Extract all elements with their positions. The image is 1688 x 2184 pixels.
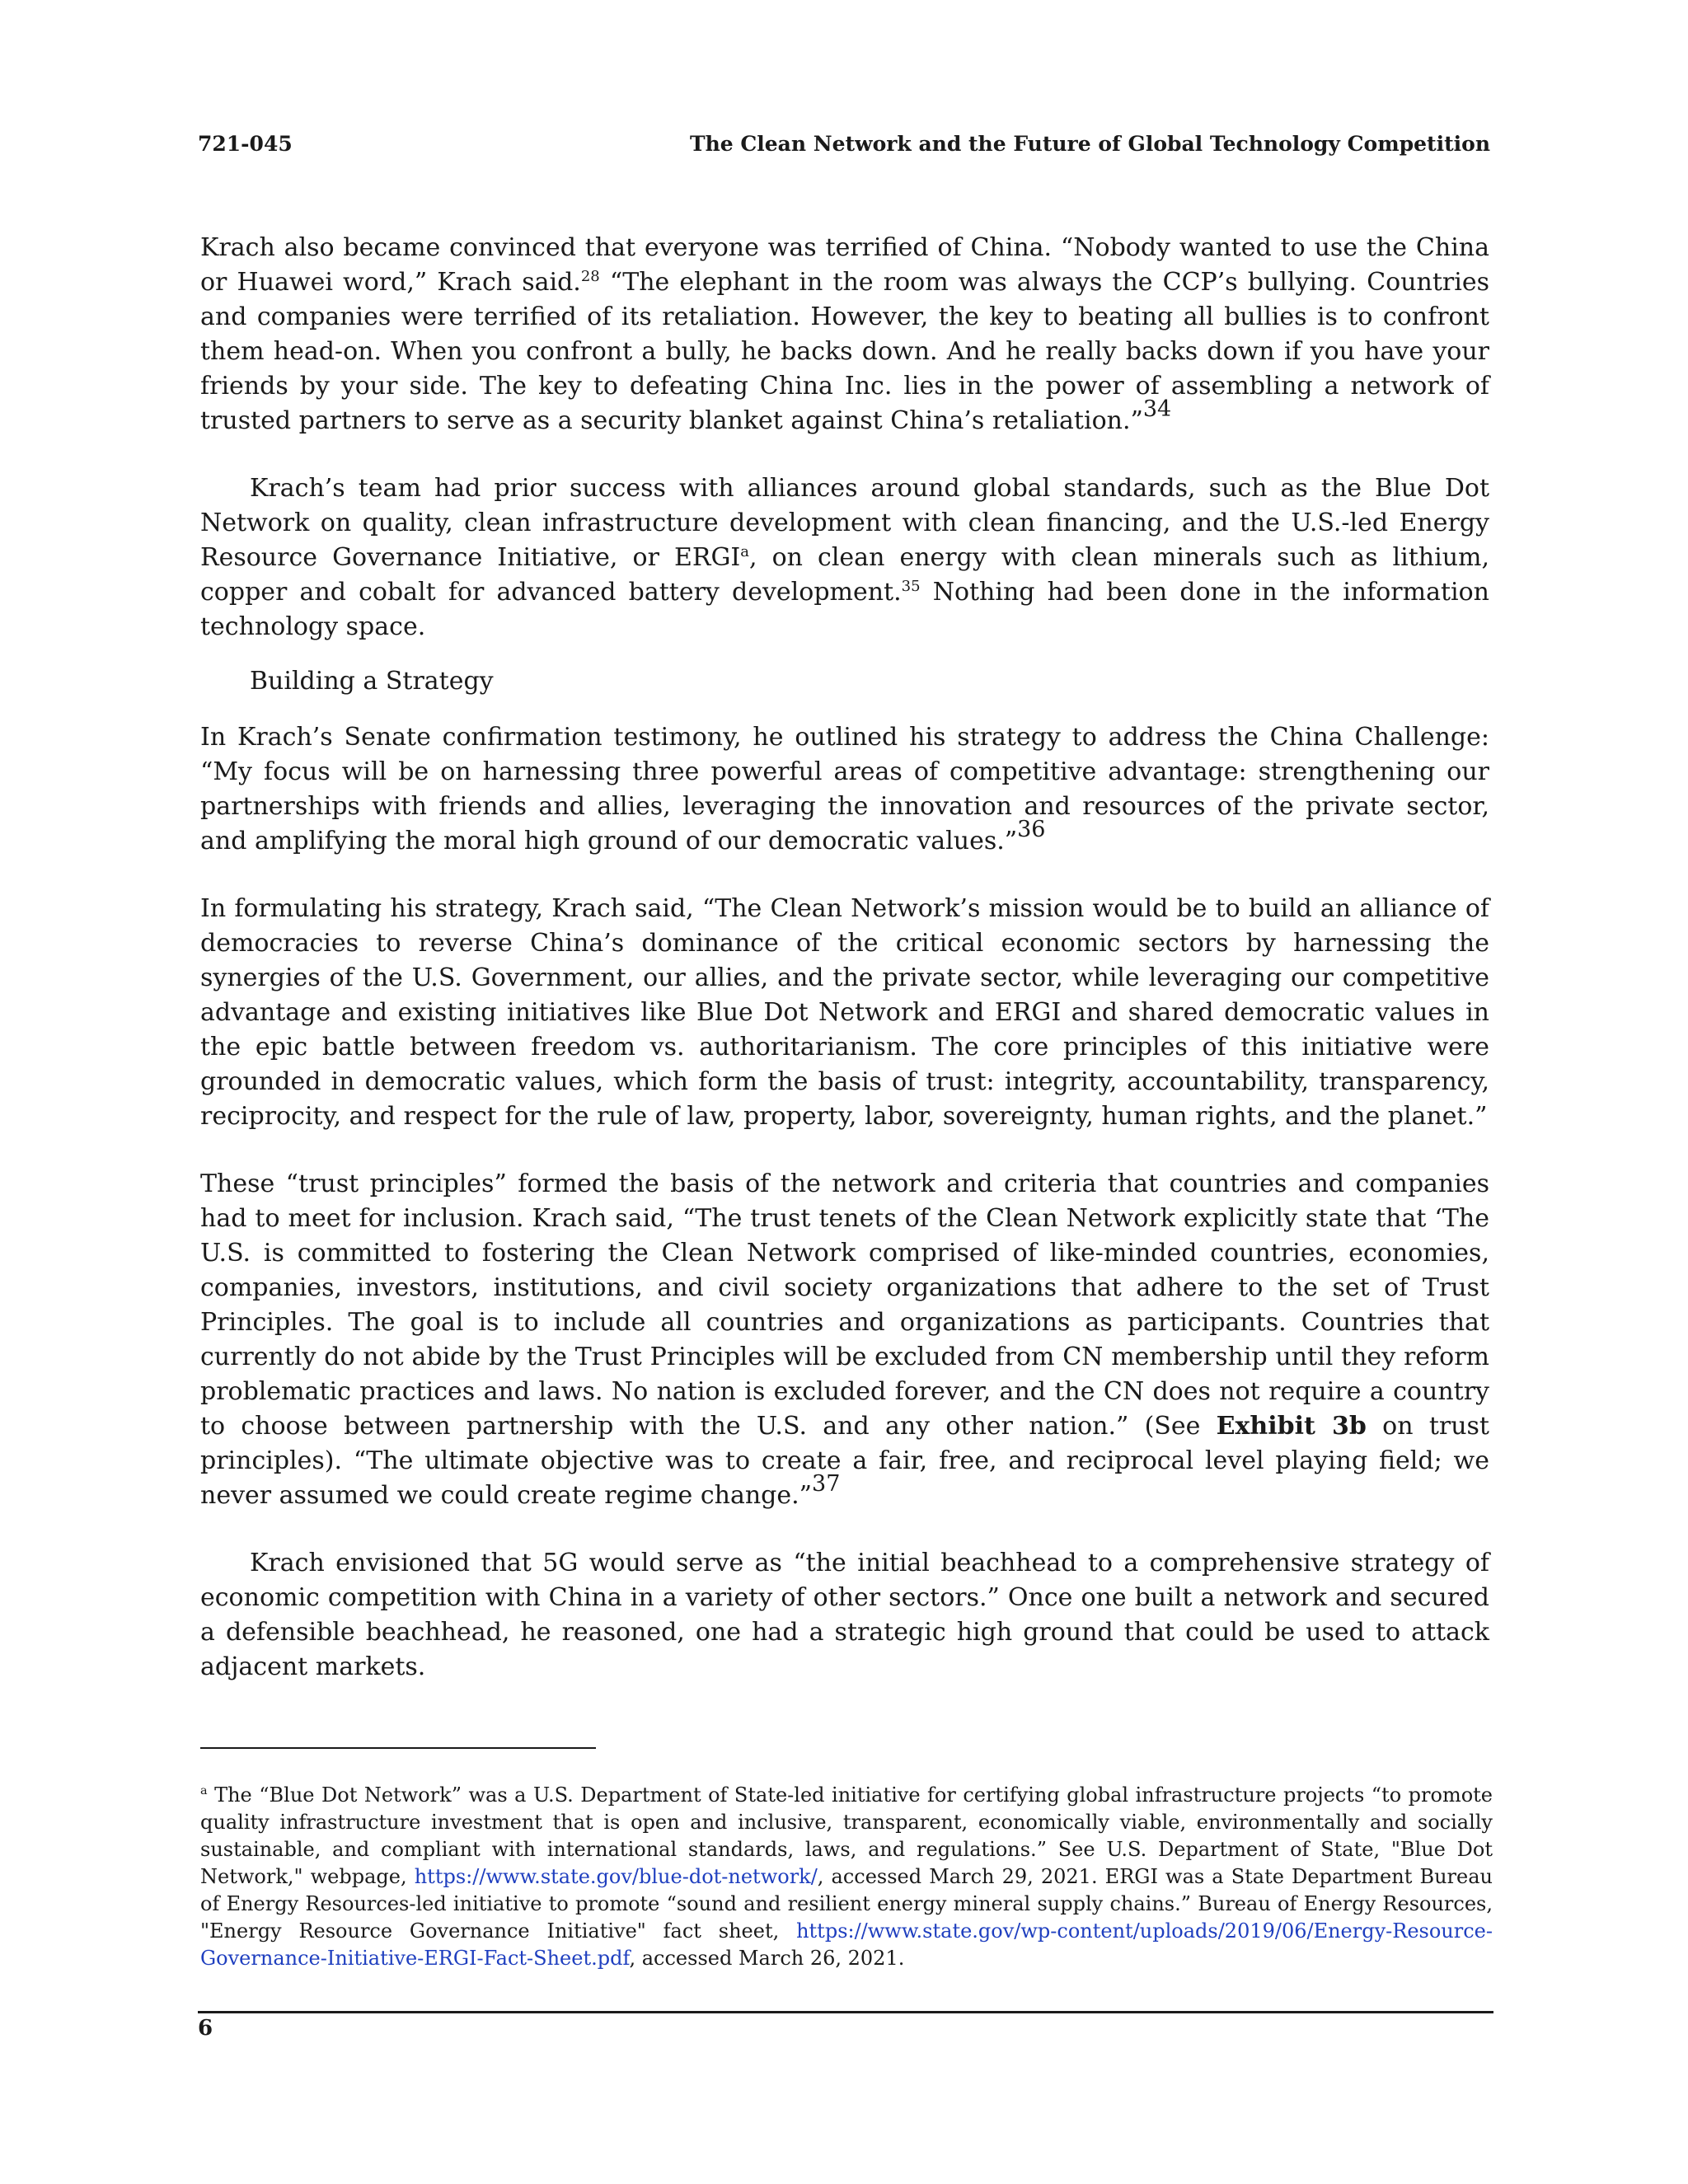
- footnote-ref-34: 34: [1142, 396, 1172, 423]
- paragraph-4: In formulating his strategy, Krach said, “The Clean Network’s mission would be to build an alliance of democracies to reverse China’s dominance of the critical economic sectors by harnessing the synergies of the U.S. Government, our allies, and the private sector, while leveraging our competitive advantage and existing initiatives like Blue Dot Network and ERGI and shared democratic values in the epic battle between freedom vs. authoritarianism. The core principles of this initiative were grounded in democratic values, which form the basis of trust: integrity, accountability, transparency, reciprocity, and respect for the rule of law, property, labor, sovereignty, human rights, and the planet.”: [200, 894, 1489, 1131]
- footnote-text-a: The “Blue Dot Network” was a U.S. Department of State-led initiative for certifying global infrastructure projects “to promote quality infrastructure investment that is open and inclusive, transparent, economically viable, environmentally and socially sustainable, and compliant with international standards, laws, and regulations.” See U.S. Department of State, "Blue Dot Network," webpage,: [200, 1783, 1493, 1888]
- footnote-ref-28: 28: [580, 268, 600, 285]
- paragraph-1: [200, 231, 1489, 438]
- footnote-marker: a: [200, 1784, 208, 1797]
- paragraph-2-text-a: Krach’s team had prior success with alliances around global standards, such as the Blue Dot Network on quality, clean infrastructure development with clean financing, and the U.S.-led Energy Resource Governance Initiative, or ERGI: [200, 474, 1489, 572]
- footnote-ref-35: 35: [901, 578, 921, 595]
- paragraph-5-text-b: on trust principles). “The ultimate objective was to create a fair, free, and reciprocal level playing field; we never assumed we could create regime change.”: [200, 1412, 1489, 1510]
- paragraph-2: [200, 471, 1489, 644]
- footnote-ref-a: a: [740, 543, 750, 560]
- page-number: 6: [198, 2016, 213, 2041]
- footnote-ref-36: 36: [1017, 817, 1046, 843]
- body-text: [200, 231, 1489, 1718]
- footnote-a: [200, 1782, 1493, 1972]
- footnote-text-b: , accessed March 29, 2021. ERGI was a State Department Bureau of Energy Resources-led initiative to promote “sound and resilient energy mineral supply chains.” Bureau of Energy Resources, "Energy Resource Governance Initiative" fact sheet,: [200, 1865, 1493, 1943]
- paragraph-6: Krach envisioned that 5G would serve as “the initial beachhead to a comprehensive strategy of economic competition with China in a variety of other sectors.” Once one built a network and secured a defensible beachhead, he reasoned, one had a strategic high ground that could be used to attack adjacent markets.: [200, 1549, 1489, 1681]
- ergi-fact-sheet-link[interactable]: https://www.state.gov/wp-content/uploads/2019/06/Energy-Resource-Governance-Initiative-ERGI-Fact-Sheet.pdf: [200, 1919, 1493, 1970]
- paragraph-1-text-a: Krach also became convinced that everyone was terrified of China. “Nobody wanted to use the China or Huawei word,” Krach said.: [200, 233, 1489, 297]
- paragraph-2-text-c: Nothing had been done in the information technology space.: [200, 578, 1489, 641]
- exhibit-reference: Exhibit 3b: [1216, 1412, 1367, 1441]
- paragraph-1-text-b: “The elephant in the room was always the CCP’s bullying. Countries and companies were terrified of its retaliation. However, the key to beating all bullies is to confront them head-on. When you confront a bully, he backs down. And he really backs down if you have your friends by your side. The key to defeating China Inc. lies in the power of assembling a network of trusted partners to serve as a security blanket against China’s retaliation.”: [200, 268, 1490, 435]
- paragraph-5-text-a: These “trust principles” formed the basis of the network and criteria that countries and companies had to meet for inclusion. Krach said, “The trust tenets of the Clean Network explicitly state that ‘The U.S. is committed to fostering the Clean Network comprised of like-minded countries, economies, companies, investors, institutions, and civil society organizations that adhere to the set of Trust Principles. The goal is to include all countries and organizations as participants. Countries that currently do not abide by the Trust Principles will be excluded from CN membership until they reform problematic practices and laws. No nation is excluded forever, and the CN does not require a country to choose between partnership with the U.S. and any other nation.” (See: [200, 1169, 1489, 1441]
- blue-dot-network-link[interactable]: https://www.state.gov/blue-dot-network/: [414, 1865, 818, 1888]
- page-header: [198, 132, 1490, 165]
- case-number: 721-045: [198, 132, 293, 156]
- page-footer-rule: [198, 2011, 1493, 2013]
- paragraph-5: [200, 1167, 1489, 1513]
- footnote-separator: [200, 1747, 596, 1749]
- footnote-text-c: , accessed March 26, 2021.: [629, 1947, 905, 1970]
- paragraph-2-text-b: , on clean energy with clean minerals such as lithium, copper and cobalt for advanced battery development.: [200, 543, 1489, 607]
- paragraph-3: [200, 720, 1489, 859]
- footnote-ref-37: 37: [812, 1471, 841, 1497]
- running-title: The Clean Network and the Future of Global Technology Competition: [689, 132, 1490, 156]
- section-heading: Building a Strategy: [250, 667, 494, 696]
- paragraph-3-text: In Krach’s Senate confirmation testimony, he outlined his strategy to address the China Challenge: “My focus will be on harnessing three powerful areas of competitive advantage: strengthening our partnerships with friends and allies, leveraging the innovation and resources of the private sector, and amplifying the moral high ground of our democratic values.”: [200, 723, 1489, 855]
